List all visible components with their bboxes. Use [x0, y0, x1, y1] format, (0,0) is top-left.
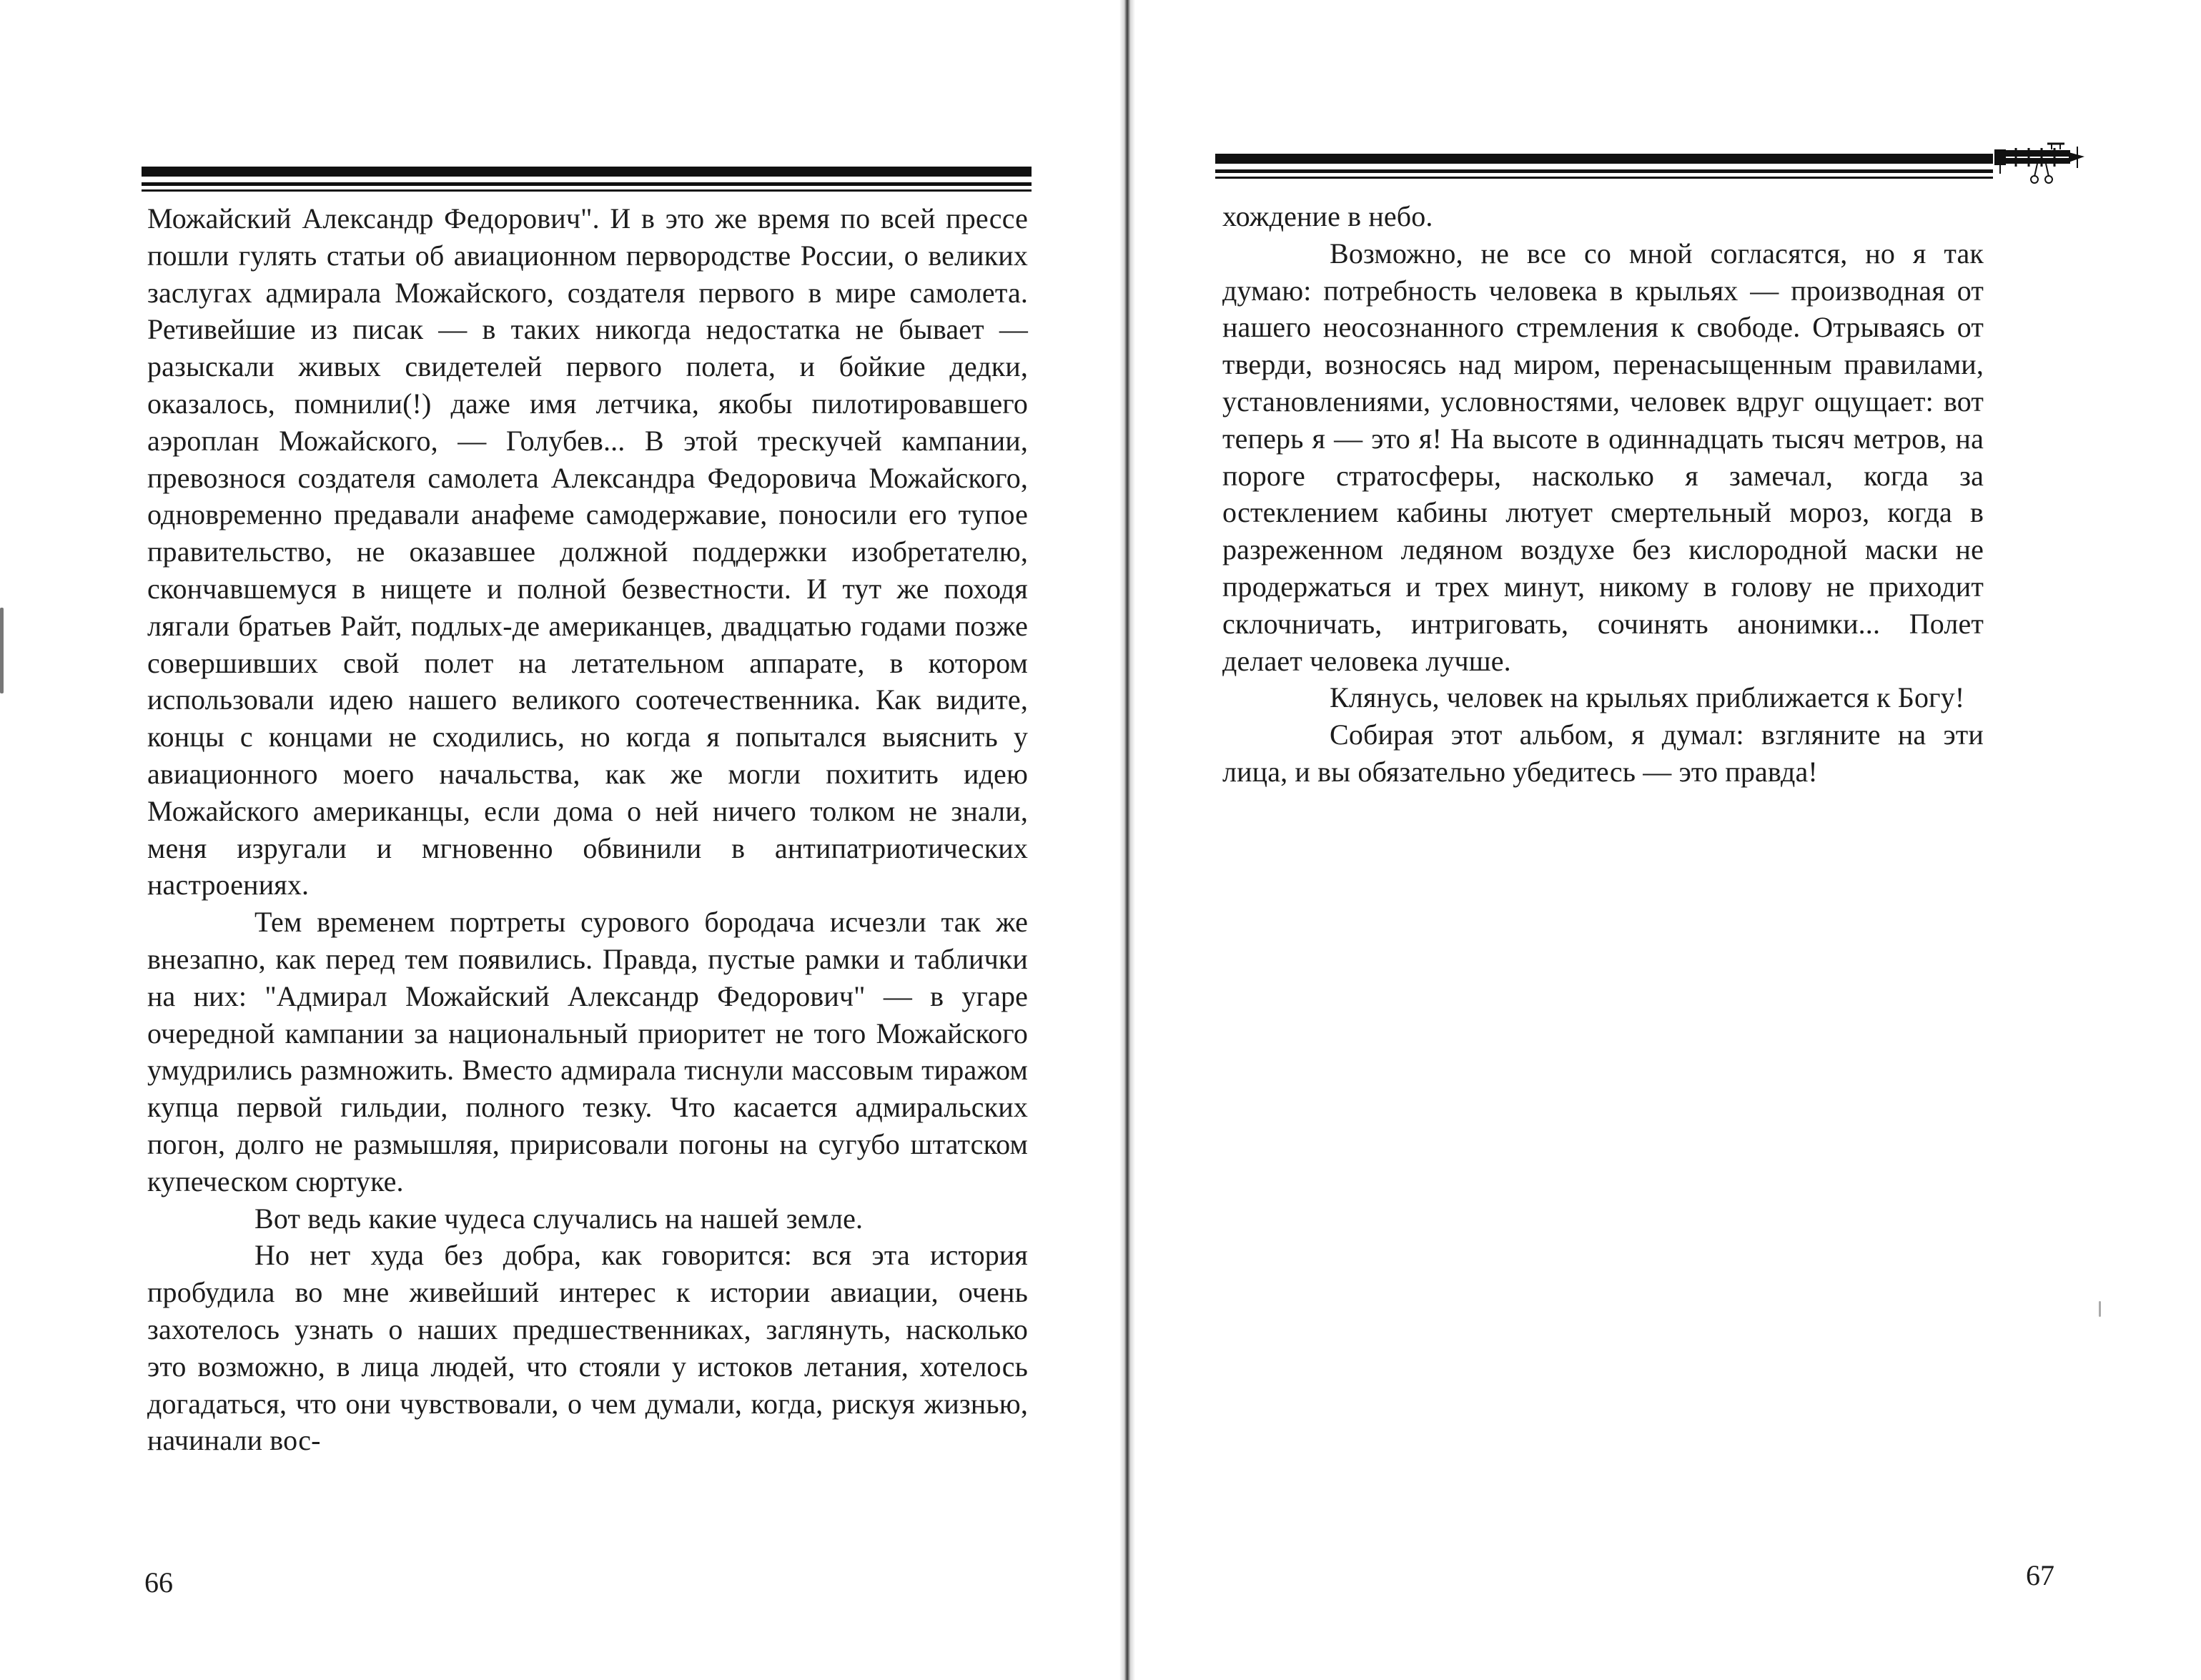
- paragraph: Но нет худа без добра, как говорится: вся эта история пробудила во мне живейший интерес к истории авиации, очень захотелось узнать о наших предшественниках, заглянуть, насколько это возможно, в лица людей, что стояли у истоков летания, хотелось догадаться, что они чувствовали, о чем думали, когда, рискуя жизнью, начинали вос-: [147, 1239, 1028, 1457]
- left-page-body: [147, 200, 1028, 1459]
- paragraph: Можайский Александр Федорович". И в это же время по всей прессе пошли гулять статьи об авиационном первородстве России, о великих заслугах адмирала Можайского, создателя первого в мире самолета. Ретивейшие из писак — в таких никогда недостатка не бывает — разыскали живых свидетелей первого полета, и бойкие дедки, оказалось, помнили(!) даже имя летчика, якобы пилотировавшего аэроплан Можайского, — Голубев... В этой трескучей кампании, превознося создателя самолета Александра Федоровича Можайского, одновременно предавали анафеме самодержавие, поносили его тупое правительство, не оказавшее должной поддержки изобретателю, скончавшемуся в нищете и полной безвестности. И тут же походя лягали братьев Райт, подлых-де американцев, двадцатью годами позже совершивших свой полет на летательном аппарате, в котором использовали идею нашего великого соотечественника. Как видите, концы с концами не сходились, но когда я попытался выяснить у авиационного моего начальства, как же могли похитить идею Можайского американцы, если дома о ней ничего толком не знали, меня изругали и мгновенно обвинили в антипатриотических настроениях.: [147, 202, 1028, 901]
- header-rule: [142, 167, 1032, 192]
- paragraph: Тем временем портреты сурового бородача исчезли так же внезапно, как перед тем появились. Правда, пустые рамки и таблички на них: "Адмирал Можайский Александр Федорович" — в угаре очередной кампании за национальный приоритет не того Можайского умудрились размножить. Вместо адмирала тиснули массовым тиражом купца первой гильдии, полного тезку. Что касается адмиральских погон, долго не размышляя, пририсовали погоны на сугубо штатском купеческом сюртуке.: [147, 906, 1028, 1197]
- header-rule: [1215, 154, 1993, 179]
- biplane-icon: [1994, 138, 2087, 188]
- paragraph: Собирая этот альбом, я думал: взгляните на эти лица, и вы обязательно убедитесь — это правда!: [1222, 718, 1984, 788]
- scan-mark: [0, 608, 4, 693]
- paragraph: Вот ведь какие чудеса случались на нашей земле.: [254, 1202, 864, 1235]
- scan-mark: [2099, 1301, 2101, 1317]
- page-number: 67: [2026, 1559, 2054, 1591]
- paragraph: Возможно, не все со мной согласятся, но я так думаю: потребность человека в крыльях — производная от нашего неосознанного стремления к свободе. Отрываясь от тверди, возносясь над миром, перенасыщенным правилами, установлениями, условностями, человек вдруг ощущает: вот теперь я — это я! На высоте в одиннадцать тысяч метров, на пороге стратосферы, насколько я замечал, когда за остеклением кабины лютует смертельный мороз, когда в разреженном ледяном воздухе без кислородной маски не продержаться и трех минут, никому в голову не приходит склочничать, интриговать, сочинять анонимки... Полет делает человека лучше.: [1222, 237, 1984, 677]
- paragraph: хождение в небо.: [1222, 200, 1433, 232]
- right-page: [1135, 0, 2201, 1680]
- right-page-body: [1222, 198, 1984, 791]
- book-gutter: [1119, 0, 1135, 1680]
- paragraph: Клянусь, человек на крыльях приближается к Богу!: [1330, 681, 1965, 714]
- page-number: 66: [144, 1566, 173, 1599]
